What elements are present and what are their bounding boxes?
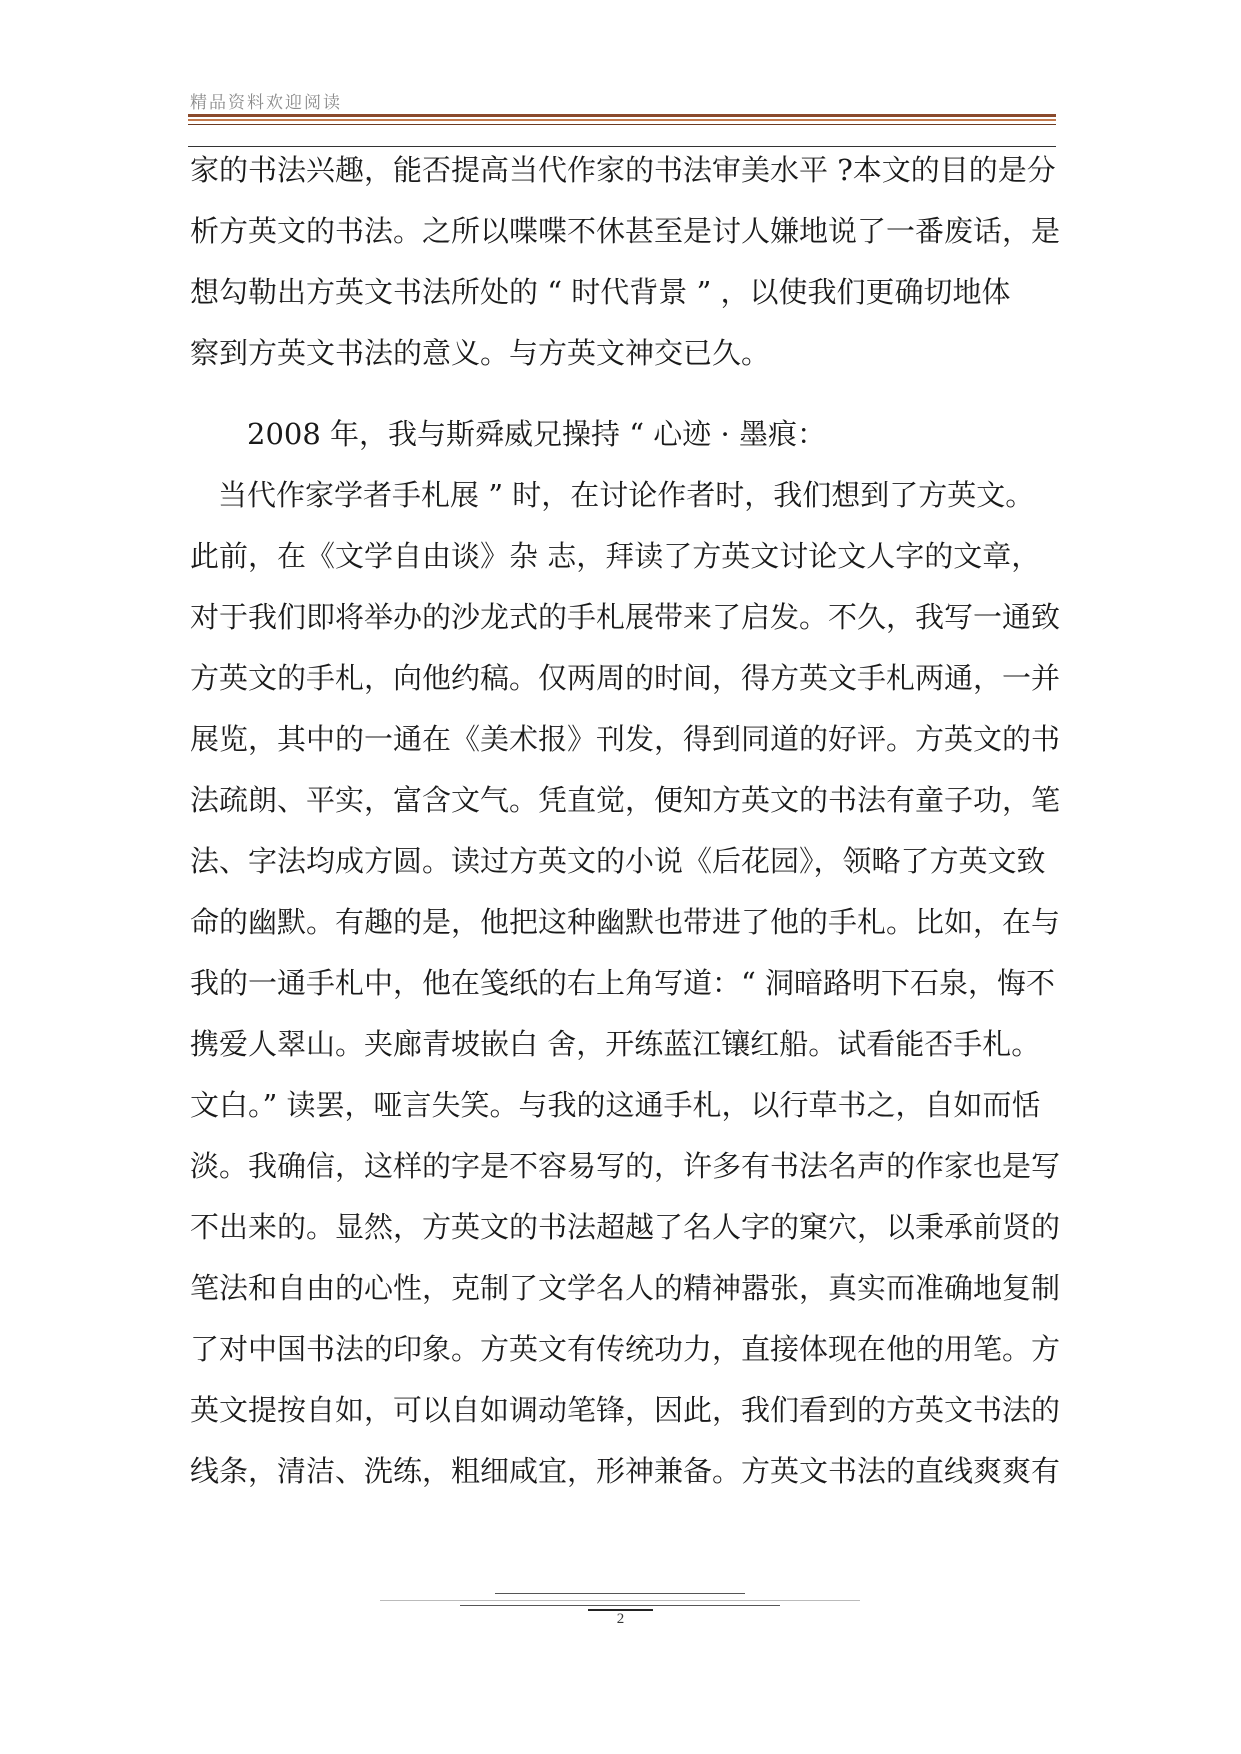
text-line: 家的书法兴趣，能否提高当代作家的书法审美水平 ?本文的目的是分 [190, 153, 1056, 187]
header-rule [188, 114, 1056, 117]
text-line: 文白。” 读罢，哑言失笑。与我的这通手札，以行草书之，自如而恬 [190, 1088, 1041, 1122]
text-line: 英文提按自如，可以自如调动笔锋，因此，我们看到的方英文书法的 [190, 1393, 1061, 1427]
text-line: 携爱人翠山。夹廊青坡嵌白 舍，开练蓝江镶红船。试看能否手札。 [190, 1027, 1041, 1061]
text-line: 展览，其中的一通在《美术报》刊发，得到同道的好评。方英文的书 [190, 722, 1061, 756]
footer-rule [460, 1605, 780, 1606]
text-line: 不出来的。显然，方英文的书法超越了名人字的窠穴，以秉承前贤的 [190, 1210, 1061, 1244]
text-line: 法疏朗、平实，富含文气。凭直觉，便知方英文的书法有童子功，笔 [190, 783, 1061, 817]
text-line: 淡。我确信，这样的字是不容易写的，许多有书法名声的作家也是写 [190, 1149, 1061, 1183]
header-rule [188, 146, 1056, 147]
text-line: 法、字法均成方圆。读过方英文的小说《后花园》，领略了方英文致 [190, 844, 1046, 878]
text-line: 析方英文的书法。之所以喋喋不休甚至是讨人嫌地说了一番废话，是 [190, 214, 1061, 248]
text-line: 对于我们即将举办的沙龙式的手札展带来了启发。不久，我写一通致 [190, 600, 1061, 634]
text-line: 命的幽默。有趣的是，他把这种幽默也带进了他的手札。比如，在与 [190, 905, 1061, 939]
header-rule [188, 119, 1056, 121]
header-rule [188, 124, 1056, 125]
text-line: 2008 年，我与斯舜威兄操持 “ 心迹 · 墨痕： [247, 417, 826, 451]
footer-rule [380, 1600, 860, 1601]
text-line: 察到方英文书法的意义。与方英文神交已久。 [190, 336, 771, 370]
text-line: 方英文的手札，向他约稿。仅两周的时间，得方英文手札两通，一并 [190, 661, 1061, 695]
text-line: 了对中国书法的印象。方英文有传统功力，直接体现在他的用笔。方 [190, 1332, 1061, 1366]
page-number: 2 [616, 1611, 625, 1627]
footer-rule [495, 1593, 745, 1594]
text-line: 当代作家学者手札展 ” 时，在讨论作者时，我们想到了方英文。 [218, 478, 1035, 512]
header-text: 精品资料欢迎阅读 [190, 93, 342, 113]
text-line: 此前，在《文学自由谈》杂 志，拜读了方英文讨论文人字的文章， [190, 539, 1041, 573]
text-line: 线条，清洁、洗练，粗细咸宜，形神兼备。方英文书法的直线爽爽有 [190, 1454, 1061, 1488]
text-line: 想勾勒出方英文书法所处的 “ 时代背景 ” ，以使我们更确切地体 [190, 275, 1011, 309]
text-line: 笔法和自由的心性，克制了文学名人的精神嚣张，真实而准确地复制 [190, 1271, 1061, 1305]
text-line: 我的一通手札中，他在笺纸的右上角写道：“ 洞暗路明下石泉，悔不 [190, 966, 1056, 1000]
